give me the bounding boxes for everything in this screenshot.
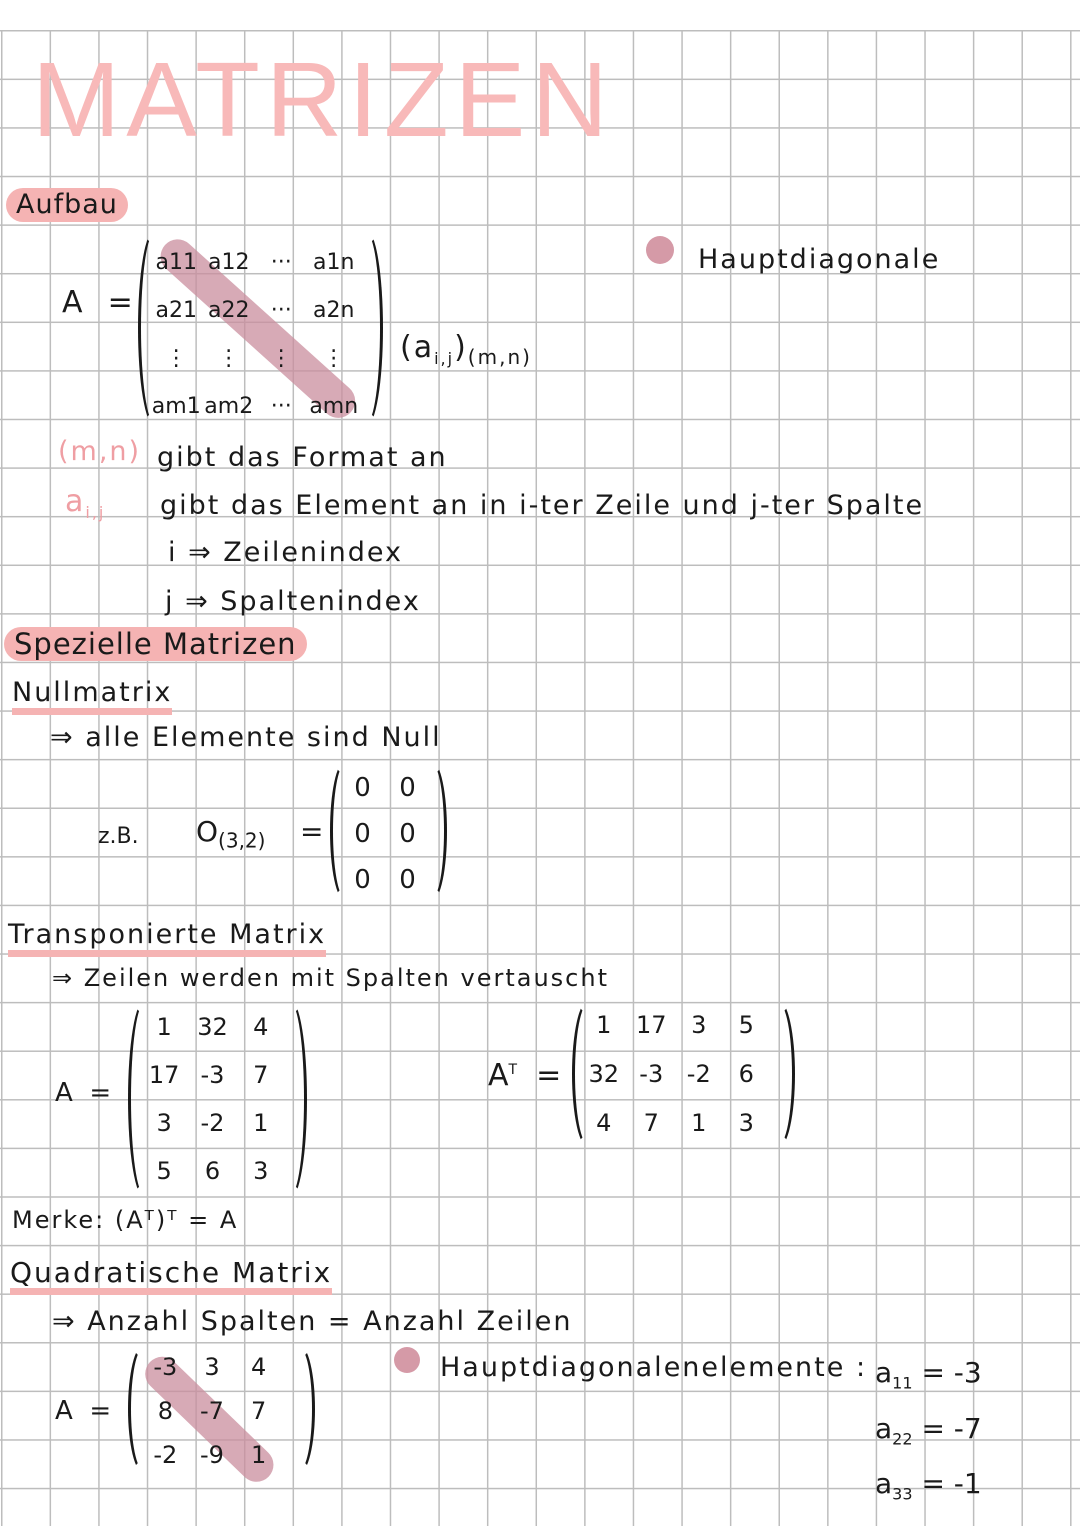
diagonal-element: $a_{33} = -1$ — [875, 1467, 982, 1504]
merke-note: Merke: (Aᵀ)ᵀ = A — [12, 1206, 239, 1234]
matrix-cell: 3 — [253, 1157, 269, 1185]
format-text: gibt das Format an — [157, 442, 448, 473]
matrix-cell: 17 — [635, 1010, 667, 1039]
element-symbol: $a_{i,j}$ — [65, 484, 106, 522]
matrix-a-transposed — [580, 1000, 770, 1147]
matrix-cell: ⋮ — [270, 345, 293, 371]
matrix-cell: 5 — [156, 1157, 172, 1185]
diagonal-element: $a_{11} = -3$ — [875, 1356, 982, 1393]
subheading-transponiert: Transponierte Matrix — [8, 920, 326, 957]
matrix-cell: -2 — [686, 1059, 711, 1088]
matrix-cell: 6 — [204, 1157, 221, 1185]
element-text: gibt das Element an in i-ter Zeile und j-ter Spalte — [160, 490, 925, 521]
matrix-cell: a12 — [208, 249, 250, 275]
diagonal-elements-label: Hauptdiagonalenelemente : — [440, 1352, 868, 1383]
matrix-cell: ⋮ — [322, 345, 345, 371]
matrix-cell: -2 — [200, 1109, 225, 1137]
nullmatrix-rule: ⇒ alle Elemente sind Null — [50, 722, 442, 753]
matrix-cell: 3 — [738, 1108, 754, 1137]
matrix-cell: ··· — [270, 297, 292, 323]
legend-dot-icon — [646, 236, 674, 264]
diagonal-elements-list — [875, 1350, 982, 1517]
matrix-cell: 0 — [399, 773, 416, 803]
matrix-cell: amn — [309, 393, 359, 419]
matrix-cell: ··· — [270, 249, 292, 275]
matrix-cell: a22 — [208, 297, 250, 323]
matrix-cell: 4 — [253, 1013, 269, 1041]
equals: = — [300, 815, 324, 848]
matrix-cell: 7 — [643, 1108, 659, 1137]
square-matrix-label: A = — [55, 1396, 112, 1426]
matrix-cell: 1 — [596, 1010, 612, 1039]
matrix-cell: 7 — [251, 1397, 267, 1425]
matrix-cell: 7 — [253, 1061, 269, 1089]
matrix-cell: -9 — [200, 1441, 224, 1469]
matrix-name: A = — [62, 285, 135, 320]
matrix-cell: 17 — [148, 1061, 180, 1089]
matrix-cell: 1 — [251, 1441, 267, 1469]
subheading-quadratisch: Quadratische Matrix — [10, 1258, 332, 1295]
section-heading-aufbau: Aufbau — [6, 188, 128, 222]
matrix-cell: a2n — [313, 297, 355, 323]
matrix-cell: a11 — [155, 249, 197, 275]
matrix-cell: 5 — [738, 1010, 754, 1039]
null-matrix — [340, 765, 430, 903]
matrix-a-label: A = — [55, 1078, 112, 1108]
matrix-cell: 4 — [251, 1353, 267, 1381]
column-index-line: j ⇒ Spaltenindex — [165, 586, 421, 617]
null-symbol: $O_{(3,2)}$ — [196, 815, 266, 853]
matrix-cell: am2 — [204, 393, 254, 419]
diagonal-element: $a_{22} = -7$ — [875, 1411, 982, 1449]
section-heading-spezielle: Spezielle Matrizen — [4, 627, 307, 661]
matrix-cell: am1 — [151, 393, 201, 419]
matrix-cell: -3 — [153, 1353, 178, 1381]
matrix-a — [140, 1003, 285, 1195]
matrix-cell: 0 — [354, 865, 371, 895]
matrix-cell: -3 — [639, 1059, 664, 1088]
matrix-cell: 3 — [156, 1109, 172, 1137]
matrix-cell: 0 — [354, 773, 371, 803]
matrix-cell: ⋮ — [165, 345, 188, 371]
subheading-nullmatrix: Nullmatrix — [12, 678, 172, 715]
right-bracket — [284, 1345, 315, 1473]
matrix-cell: 3 — [691, 1010, 707, 1039]
legend-label: Hauptdiagonale — [698, 244, 941, 275]
matrix-cell: 8 — [157, 1397, 173, 1425]
general-matrix — [150, 238, 360, 430]
matrix-cell: 0 — [399, 865, 416, 895]
matrix-cell: ··· — [270, 393, 292, 419]
matrix-cell: 0 — [354, 819, 371, 849]
format-symbol: (m,n) — [58, 436, 142, 467]
matrix-cell: 1 — [253, 1109, 269, 1137]
matrix-cell: a21 — [155, 297, 197, 323]
matrix-cell: ⋮ — [217, 345, 240, 371]
matrix-cell: -3 — [200, 1061, 225, 1089]
matrix-cell: 0 — [399, 819, 416, 849]
short-notation: $(a_{i,j})_{(m,n)}$ — [400, 330, 532, 369]
matrix-cell: a1n — [313, 249, 355, 275]
row-index-line: i ⇒ Zeilenindex — [168, 537, 403, 568]
square-rule: ⇒ Anzahl Spalten = Anzahl Zeilen — [52, 1306, 573, 1337]
matrix-cell: -2 — [153, 1441, 178, 1469]
page-title: MATRIZEN — [32, 41, 614, 159]
matrix-cell: 32 — [197, 1013, 228, 1041]
transpose-rule: ⇒ Zeilen werden mit Spalten vertauscht — [52, 964, 609, 992]
matrix-cell: 32 — [588, 1059, 620, 1088]
matrix-cell: 3 — [204, 1353, 220, 1381]
matrix-at-label: $A^T$ = — [488, 1058, 562, 1093]
example-label: z.B. — [98, 824, 139, 849]
matrix-cell: -7 — [200, 1397, 224, 1425]
legend-dot-icon — [394, 1347, 420, 1373]
matrix-cell: 1 — [156, 1013, 172, 1041]
square-matrix — [142, 1345, 282, 1477]
matrix-cell: 6 — [738, 1059, 754, 1088]
matrix-cell: 4 — [596, 1108, 612, 1137]
matrix-cell: 1 — [691, 1108, 707, 1137]
